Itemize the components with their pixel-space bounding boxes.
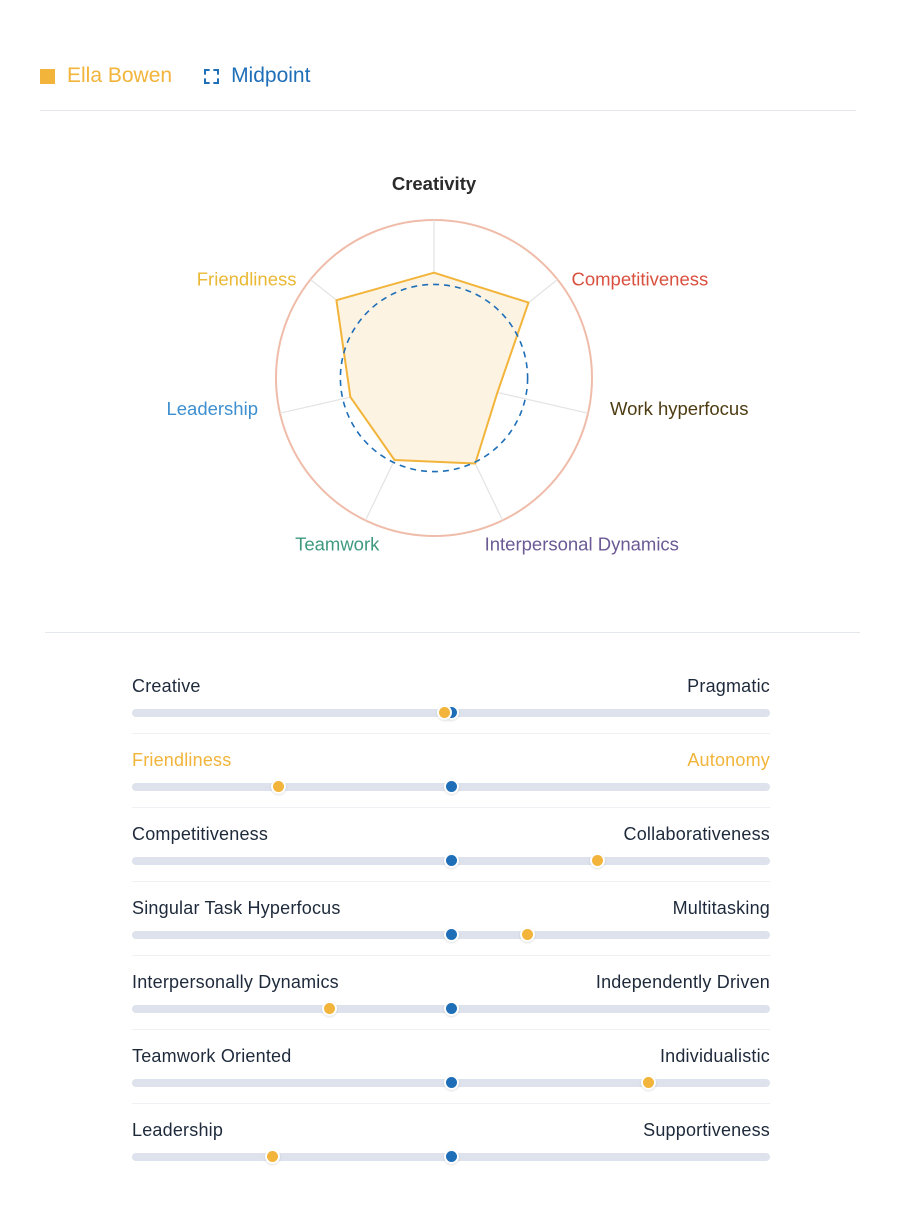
slider-dot-midpoint: [444, 927, 459, 942]
slider-label-right: Autonomy: [687, 750, 770, 770]
slider-label-left: Leadership: [132, 1120, 224, 1140]
slider-row: [132, 808, 770, 882]
slider-dot-person: [265, 1149, 280, 1164]
radar-axis-label: Competitiveness: [571, 268, 709, 290]
slider-dot-midpoint: [444, 853, 459, 868]
slider-dot-person: [520, 927, 535, 942]
chart-legend: [40, 60, 310, 92]
slider-dot-person: [641, 1075, 656, 1090]
legend-swatch-person: [40, 69, 55, 84]
slider-dot-midpoint: [444, 779, 459, 794]
slider-label-left: Competitiveness: [132, 824, 269, 844]
slider-label-right: Independently Driven: [595, 972, 770, 992]
slider-label-right: Collaborativeness: [623, 824, 770, 844]
legend-swatch-midpoint: [204, 69, 219, 84]
radar-axis-label: Work hyperfocus: [610, 398, 749, 420]
slider-row: [132, 956, 770, 1030]
slider-dot-midpoint: [444, 1075, 459, 1090]
slider-label-left: Interpersonally Dynamics: [132, 972, 339, 992]
legend-label-person: Ella Bowen: [67, 64, 173, 87]
slider-label-left: Creative: [132, 676, 201, 696]
divider-middle: [45, 632, 860, 633]
radar-series-person: [336, 273, 528, 464]
slider-label-left: Teamwork Oriented: [132, 1046, 292, 1066]
slider-row: [132, 882, 770, 956]
slider-row: [132, 660, 770, 734]
slider-dot-midpoint: [444, 1149, 459, 1164]
slider-dot-person: [590, 853, 605, 868]
slider-dot-person: [322, 1001, 337, 1016]
radar-axis-label: Interpersonal Dynamics: [484, 533, 679, 555]
legend-item-midpoint: [204, 64, 310, 88]
slider-row: [132, 1104, 770, 1178]
legend-label-midpoint: Midpoint: [231, 64, 311, 87]
slider-dot-midpoint: [444, 1001, 459, 1016]
radar-axis-label: Creativity: [391, 173, 477, 194]
slider-label-right: Multitasking: [672, 898, 770, 918]
slider-label-right: Pragmatic: [687, 676, 770, 696]
radar-axis-label: Teamwork: [295, 533, 380, 555]
slider-row: [132, 734, 770, 808]
divider-top: [40, 110, 856, 111]
slider-label-right: Supportiveness: [643, 1120, 770, 1140]
radar-axis-label: Friendliness: [196, 268, 297, 290]
radar-axis-label: Leadership: [166, 398, 258, 420]
radar-chart: [0, 130, 904, 600]
slider-label-left: Friendliness: [132, 750, 232, 770]
slider-dot-person: [271, 779, 286, 794]
legend-item-person: [40, 64, 172, 88]
slider-label-left: Singular Task Hyperfocus: [132, 898, 341, 918]
slider-list: [132, 660, 770, 1178]
slider-label-right: Individualistic: [659, 1046, 770, 1066]
slider-row: [132, 1030, 770, 1104]
